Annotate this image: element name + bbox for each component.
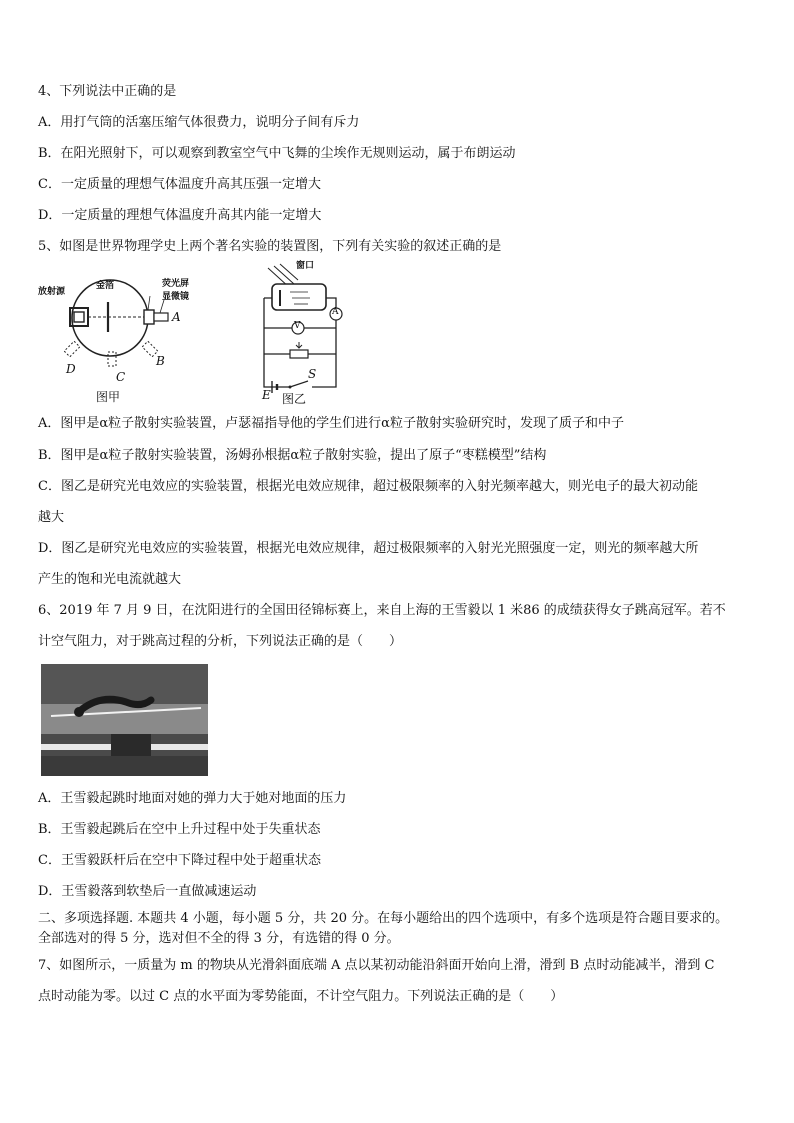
q4-option-a: A．用打气筒的活塞压缩气体很费力，说明分子间有斥力 [38,115,360,130]
label-a: A [172,310,181,324]
q5-option-d-line1: D．图乙是研究光电效应的实验装置，根据光电效应规律，超过极限频率的入射光光照强度一定，则光的频率越大所 [38,541,699,556]
q5-option-c-line2: 越大 [38,510,65,525]
q6-option-c: C．王雪毅跃杆后在空中下降过程中处于超重状态 [38,853,321,868]
photoelectric-diagram [250,262,360,407]
q4-option-c: C．一定质量的理想气体温度升高其压强一定增大 [38,177,321,192]
label-gold-foil: 金箔 [96,281,115,291]
label-screen: 荧光屏 [162,279,190,289]
label-s: S [308,367,317,381]
label-ammeter: A [332,307,339,317]
q4-option-d: D．一定质量的理想气体温度升高其内能一定增大 [38,208,322,223]
q5-option-b: B．图甲是α粒子散射实验装置，汤姆孙根据α粒子散射实验，提出了原子“枣糕模型”结构 [38,448,547,463]
figure-alpha-scattering [38,270,198,405]
label-e: E [262,388,271,402]
q7-stem-line1: 7、如图所示，一质量为 m 的物块从光滑斜面底端 A 点以某初动能沿斜面开始向上滑，滑到 B 点时动能减半，滑到 C [38,958,715,973]
label-b: B [156,354,165,368]
section2-instructions-line1: 二、多项选择题. 本题共 4 小题，每小题 5 分，共 20 分。在每小题给出的四个选项中，有多个选项是符合题目要求的。 [38,911,729,926]
section2-instructions-line2: 全部选对的得 5 分，选对但不全的得 3 分，有选错的得 0 分。 [38,931,400,946]
caption-fig-a: 图甲 [96,390,121,404]
label-microscope: 显微镜 [162,292,190,302]
q5-option-c-line1: C．图乙是研究光电效应的实验装置，根据光电效应规律，超过极限频率的入射光频率越大，则光电子的最大初动能 [38,479,698,494]
label-d: D [66,362,76,376]
q6-option-a: A．王雪毅起跳时地面对她的弹力大于她对地面的压力 [38,791,347,806]
q5-option-d-line2: 产生的饱和光电流就越大 [38,572,182,587]
high-jump-photo [41,664,208,776]
q4-stem: 4、下列说法中正确的是 [38,84,177,99]
label-window: 窗口 [296,261,315,271]
q6-option-d: D．王雪毅落到软垫后一直做减速运动 [38,884,257,899]
q6-stem-line1: 6、2019 年 7 月 9 日，在沈阳进行的全国田径锦标赛上，来自上海的王雪毅以 1 米86 的成绩获得女子跳高冠军。若不 [38,603,726,618]
label-voltmeter: V [294,321,301,331]
label-c: C [116,370,126,384]
q4-option-b: B．在阳光照射下，可以观察到教室空气中飞舞的尘埃作无规则运动，属于布朗运动 [38,146,516,161]
label-source: 放射源 [38,287,66,297]
q6-stem-line2: 计空气阻力，对于跳高过程的分析，下列说法正确的是（ ） [38,634,403,649]
q6-option-b: B．王雪毅起跳后在空中上升过程中处于失重状态 [38,822,321,837]
figure-photoelectric [250,262,360,407]
high-jump-photo-illustration [41,664,208,776]
q5-option-a: A．图甲是α粒子散射实验装置，卢瑟福指导他的学生们进行α粒子散射实验研究时，发现了质子和中子 [38,416,624,431]
caption-fig-b: 图乙 [282,392,307,406]
q5-stem: 5、如图是世界物理学史上两个著名实验的装置图，下列有关实验的叙述正确的是 [38,239,502,254]
q7-stem-line2: 点时动能为零。以过 C 点的水平面为零势能面，不计空气阻力。下列说法正确的是（ ） [38,989,564,1004]
